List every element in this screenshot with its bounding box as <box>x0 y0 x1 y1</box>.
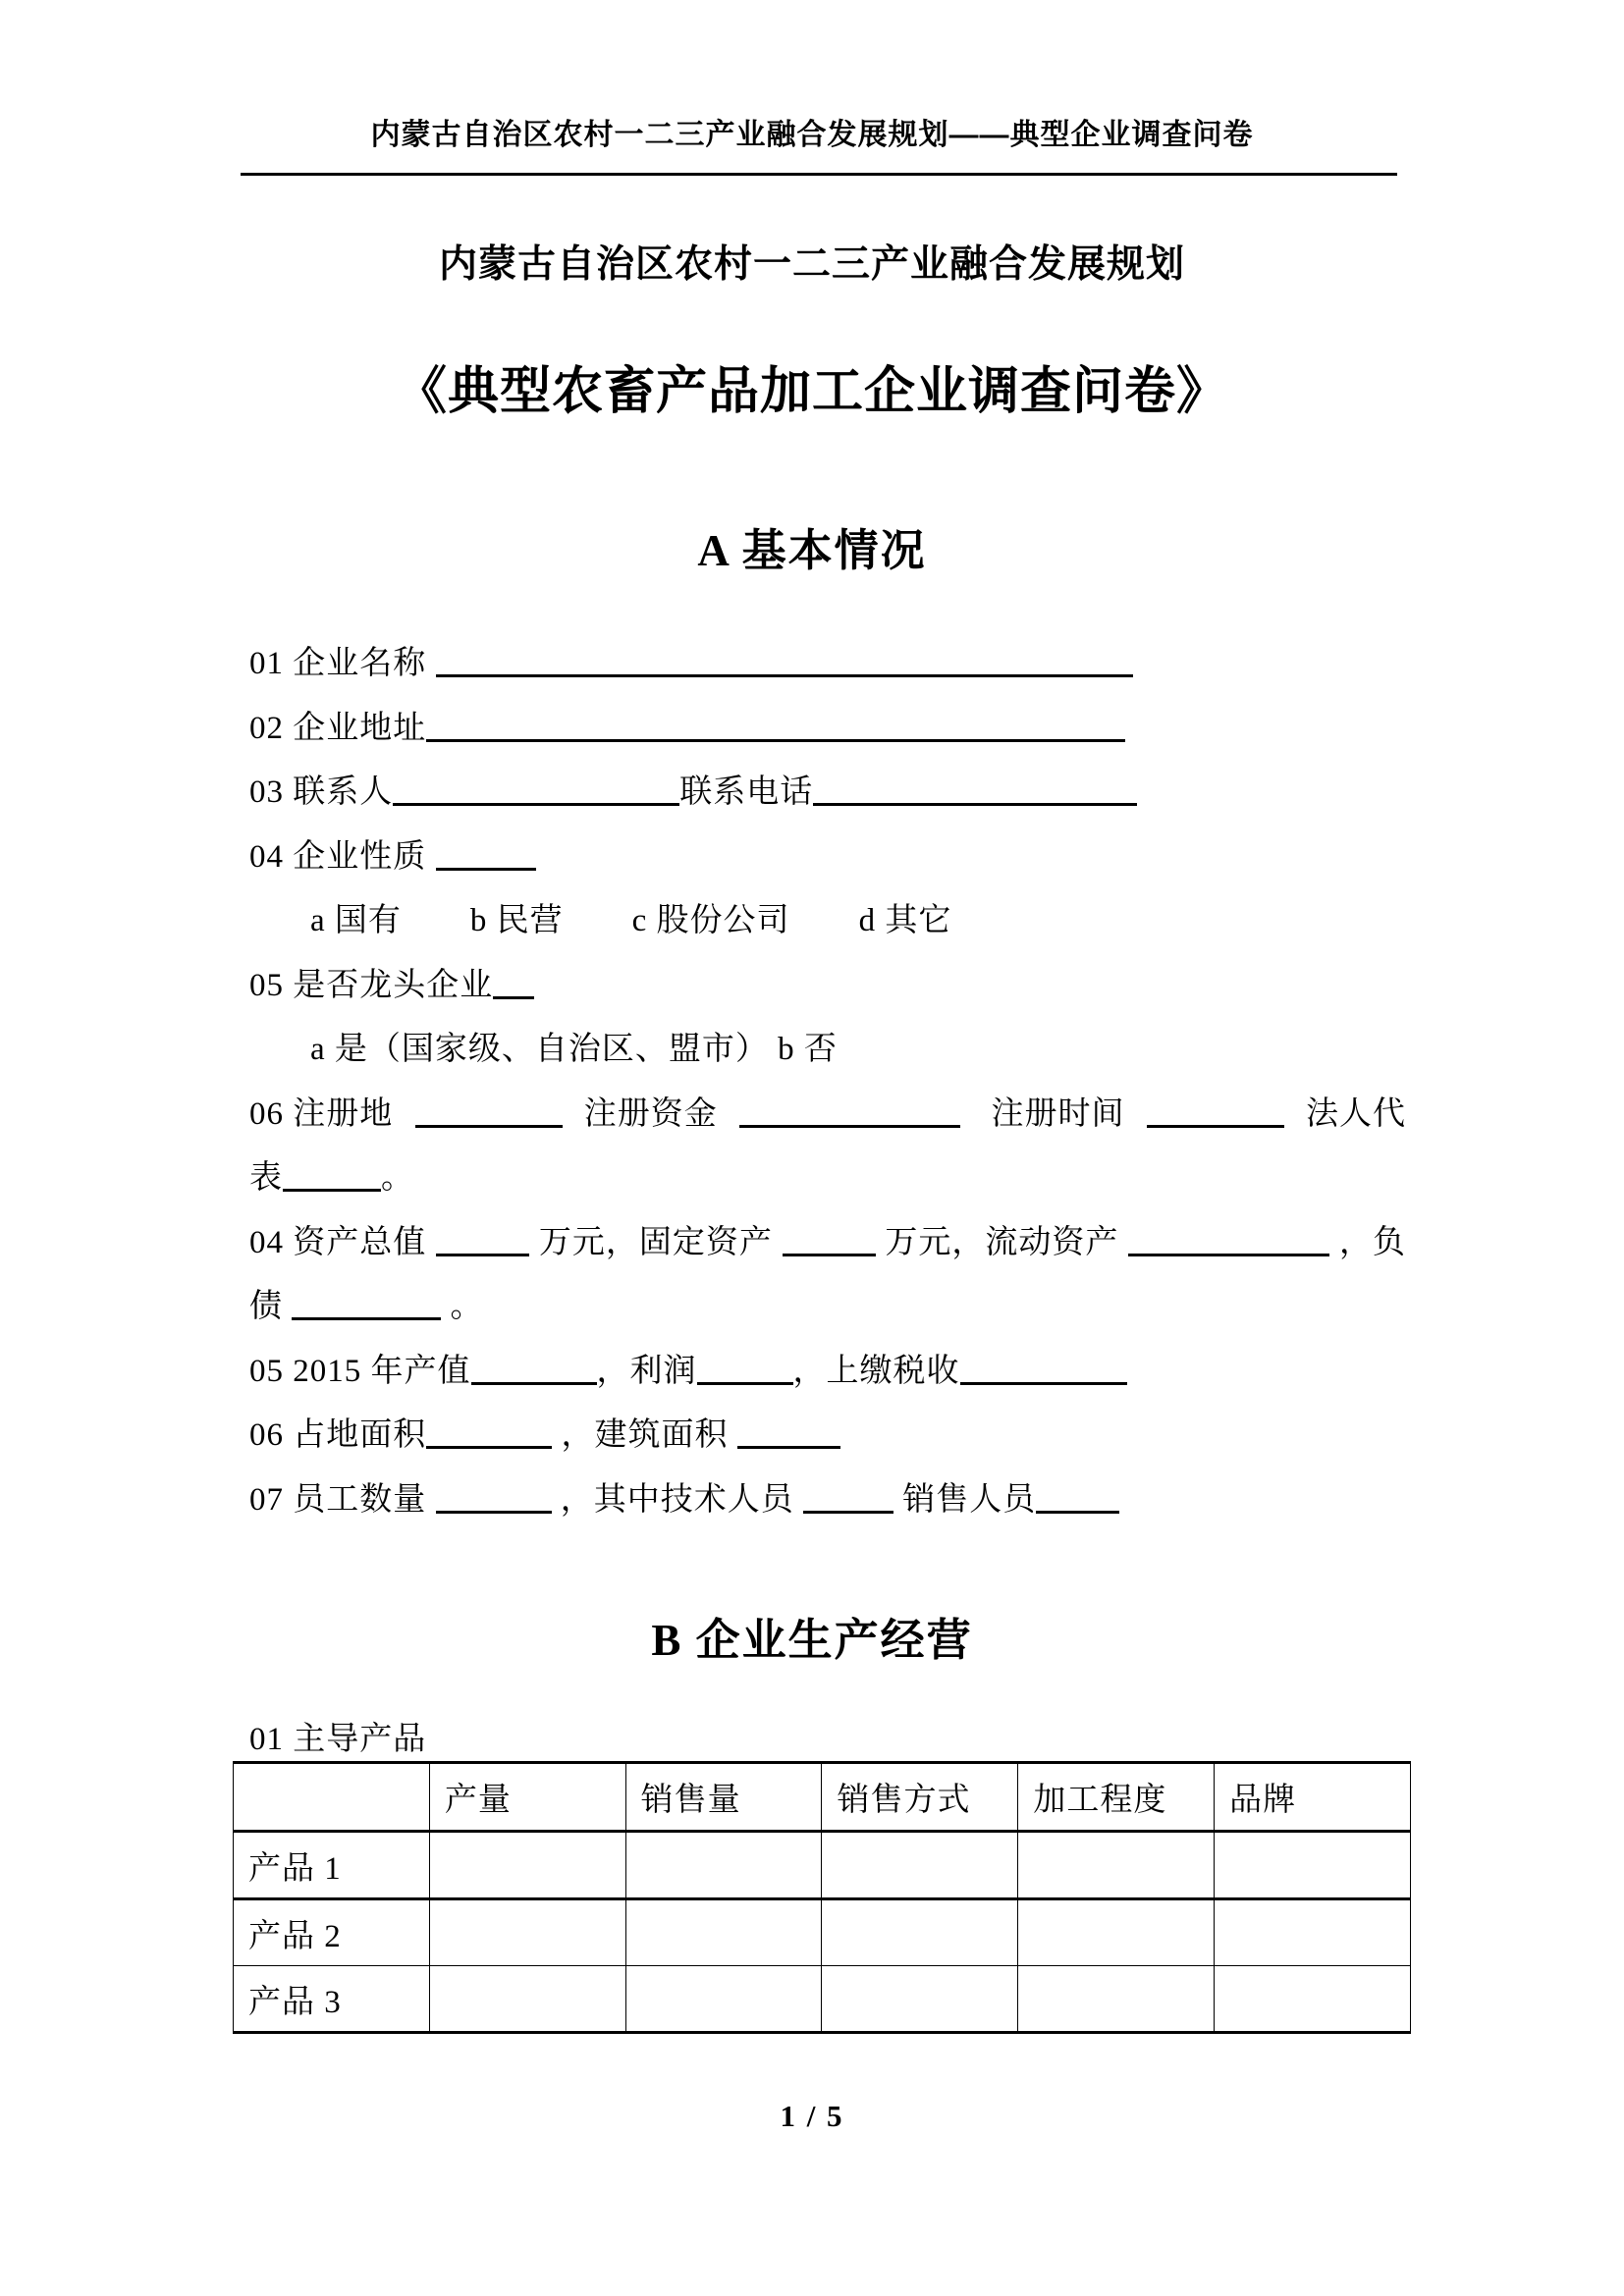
question-text: 01 企业名称 <box>249 646 436 681</box>
product-row-label: 产品 3 <box>234 1966 430 2033</box>
question-text: 02 企业地址 <box>249 710 427 746</box>
question-line <box>249 1415 1406 1479</box>
question-text: 表 <box>249 1160 283 1196</box>
question-line <box>249 708 1406 773</box>
question-text: a 是（国家级、自治区、盟市） b 否 <box>310 1032 838 1067</box>
question-text: d 其它 <box>858 903 952 938</box>
question-line <box>249 1157 1406 1222</box>
table-cell-empty <box>1018 1832 1215 1899</box>
table-cell-empty <box>822 1899 1018 1966</box>
table-cell-empty <box>1215 1966 1411 2033</box>
question-text: 。 <box>441 1289 484 1324</box>
blank-field <box>1147 1115 1284 1128</box>
question-text: 万元，固定资产 <box>538 1224 773 1260</box>
question-text: 07 员工数量 <box>249 1481 436 1518</box>
question-text: 03 联系人 <box>249 774 394 810</box>
question-text: ，利润 <box>596 1353 697 1389</box>
question-text: ，负 <box>1338 1224 1406 1260</box>
header-rule-divider <box>241 173 1397 176</box>
table-header-cell: 销售方式 <box>822 1763 1018 1832</box>
table-header-cell: 产量 <box>429 1763 625 1832</box>
blank-field <box>436 665 1133 677</box>
blank-field <box>426 729 1125 742</box>
question-line <box>249 1094 1406 1158</box>
section-a-body <box>249 643 1406 1543</box>
page-number: 1 / 5 <box>780 2099 844 2133</box>
plan-title: 内蒙古自治区农村一二三产业融合发展规划 <box>438 243 1185 286</box>
question-text: 销售人员 <box>893 1481 1037 1518</box>
table-cell-empty <box>1018 1899 1215 1966</box>
blank-field <box>393 793 679 806</box>
blank-field <box>415 1115 563 1128</box>
blank-field <box>436 1244 529 1256</box>
questionnaire-title: 《典型农畜产品加工企业调查问卷》 <box>395 363 1228 420</box>
question-text: 04 资产总值 <box>249 1224 427 1260</box>
question-text: 。 <box>381 1160 414 1196</box>
table-cell-empty <box>625 1899 822 1966</box>
question-text: 04 企业性质 <box>249 838 436 875</box>
question-text: c 股份公司 <box>631 903 790 938</box>
question-text: 万元，流动资产 <box>885 1224 1119 1260</box>
blank-field <box>737 1436 840 1449</box>
question-text: 注册资金 <box>583 1095 718 1132</box>
question-text: b 民营 <box>469 903 564 938</box>
blank-field <box>292 1308 441 1320</box>
table-row <box>234 1899 1411 1966</box>
blank-field <box>1128 1244 1329 1256</box>
question-text: ，上缴税收 <box>792 1353 960 1389</box>
question-line <box>249 643 1406 708</box>
blank-field <box>783 1244 876 1256</box>
table-cell-empty <box>1215 1832 1411 1899</box>
running-header: 内蒙古自治区农村一二三产业融合发展规划——典型企业调查问卷 <box>370 119 1254 151</box>
question-text: 债 <box>249 1289 293 1324</box>
table-cell-empty <box>625 1966 822 2033</box>
question-line <box>249 1029 1406 1094</box>
table-cell-empty <box>429 1832 625 1899</box>
question-line <box>249 900 1406 965</box>
question-line <box>249 1351 1406 1415</box>
blank-field <box>1036 1501 1119 1514</box>
question-line <box>249 1479 1406 1544</box>
table-cell-empty <box>1018 1966 1215 2033</box>
blank-field <box>813 793 1137 806</box>
table-row <box>234 1832 1411 1899</box>
blank-field <box>697 1372 793 1385</box>
blank-field <box>960 1372 1127 1385</box>
blank-field <box>471 1372 597 1385</box>
question-text: 法人代 <box>1306 1095 1406 1132</box>
question-text: a 国有 <box>310 903 402 938</box>
products-table-lead: 01 主导产品 <box>249 1722 427 1757</box>
table-cell-empty <box>429 1966 625 2033</box>
table-cell-empty <box>1215 1899 1411 1966</box>
question-text: ，其中技术人员 <box>551 1481 803 1518</box>
product-row-label: 产品 2 <box>234 1899 430 1966</box>
blank-field <box>426 1436 552 1449</box>
table-header-cell: 销售量 <box>625 1763 822 1832</box>
question-line <box>249 772 1406 836</box>
products-table <box>233 1761 1411 2034</box>
table-cell-empty <box>625 1832 822 1899</box>
table-row <box>234 1966 1411 2033</box>
table-header-cell <box>234 1763 430 1832</box>
blank-field <box>739 1115 960 1128</box>
question-line <box>249 1286 1406 1351</box>
question-line <box>249 1222 1406 1287</box>
table-header-row <box>234 1763 1411 1832</box>
question-line <box>249 836 1406 901</box>
question-text: 06 占地面积 <box>249 1417 427 1453</box>
question-text: 05 是否龙头企业 <box>249 967 494 1003</box>
question-text: 注册时间 <box>982 1095 1125 1132</box>
question-text: ，建筑面积 <box>552 1417 737 1453</box>
blank-field <box>493 987 534 999</box>
blank-field <box>436 858 536 871</box>
table-cell-empty <box>822 1966 1018 2033</box>
section-a-heading: A 基本情况 <box>697 526 927 575</box>
table-cell-empty <box>822 1832 1018 1899</box>
product-row-label: 产品 1 <box>234 1832 430 1899</box>
products-table-body <box>234 1763 1411 2033</box>
table-header-cell: 品牌 <box>1215 1763 1411 1832</box>
table-cell-empty <box>429 1899 625 1966</box>
table-header-cell: 加工程度 <box>1018 1763 1215 1832</box>
blank-field <box>803 1501 893 1514</box>
question-line <box>249 965 1406 1030</box>
question-text: 联系电话 <box>679 774 814 810</box>
blank-field <box>436 1501 552 1514</box>
section-b-heading: B 企业生产经营 <box>651 1616 973 1665</box>
question-text: 05 2015 年产值 <box>249 1353 471 1389</box>
blank-field <box>283 1179 381 1192</box>
question-text: 06 注册地 <box>249 1095 394 1132</box>
